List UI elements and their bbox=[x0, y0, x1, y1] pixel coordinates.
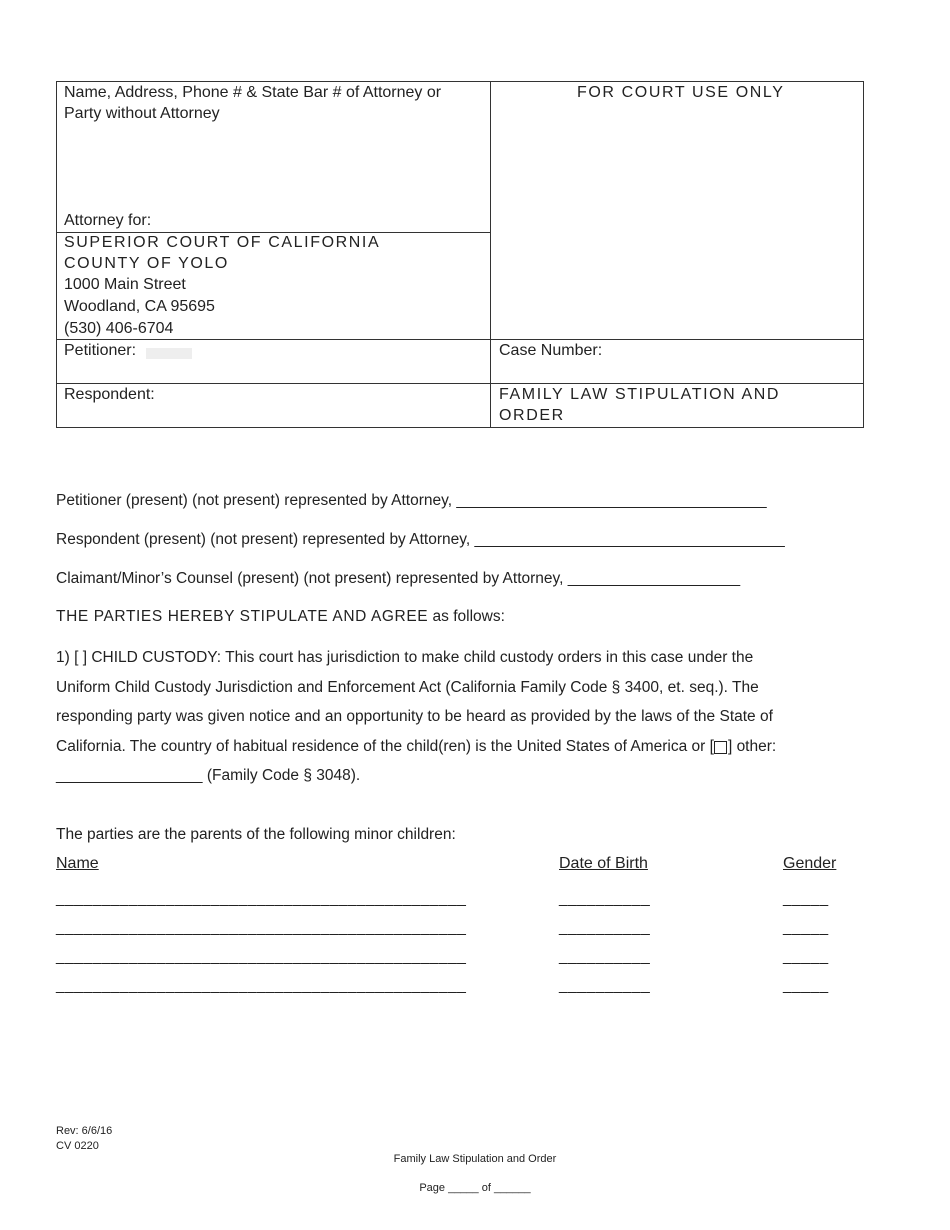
child-row-1-name[interactable]: _____________________________________________ bbox=[56, 890, 467, 907]
child-row-1-gender[interactable]: _____ bbox=[783, 890, 829, 907]
court-phone: (530) 406-6704 bbox=[64, 320, 174, 337]
caption-divider-court bbox=[56, 339, 864, 340]
child-row-2-dob[interactable]: __________ bbox=[559, 919, 651, 936]
child-custody-line5: _________________ (Family Code § 3048). bbox=[56, 767, 361, 784]
petitioner-field[interactable] bbox=[146, 348, 192, 359]
respondent-label: Respondent: bbox=[64, 386, 155, 403]
petitioner-appearance: Petitioner (present) (not present) represented by Attorney, ____________________________________ bbox=[56, 492, 767, 509]
form-title-line2: ORDER bbox=[499, 407, 565, 424]
child-row-2-gender[interactable]: _____ bbox=[783, 919, 829, 936]
other-country-checkbox[interactable] bbox=[714, 741, 727, 754]
child-row-4-gender[interactable]: _____ bbox=[783, 977, 829, 994]
column-header-name: Name bbox=[56, 855, 99, 872]
child-custody-section bbox=[56, 643, 856, 791]
attorney-label-line2: Party without Attorney bbox=[64, 105, 220, 122]
page-number: Page _____ of ______ bbox=[419, 1182, 531, 1194]
child-custody-line4-other: ] other: bbox=[727, 737, 777, 755]
petitioner-label: Petitioner: bbox=[64, 342, 137, 359]
court-city: Woodland, CA 95695 bbox=[64, 298, 215, 315]
attorney-label-line1: Name, Address, Phone # & State Bar # of Attorney or bbox=[64, 84, 442, 101]
child-custody-line1: 1) [ ] CHILD CUSTODY: This court has jurisdiction to make child custody orders in this case under the bbox=[56, 649, 754, 666]
court-street: 1000 Main Street bbox=[64, 276, 186, 293]
case-number-label: Case Number: bbox=[499, 342, 603, 359]
child-row-1-dob[interactable]: __________ bbox=[559, 890, 651, 907]
claimant-appearance: Claimant/Minor’s Counsel (present) (not present) represented by Attorney, ____________________ bbox=[56, 570, 741, 587]
child-custody-line4 bbox=[56, 732, 856, 762]
child-custody-line4-text: California. The country of habitual residence of the child(ren) is the United States of America or [ bbox=[56, 737, 714, 755]
column-header-dob: Date of Birth bbox=[559, 855, 648, 872]
child-custody-line3: responding party was given notice and an opportunity to be heard as provided by the laws of the State of bbox=[56, 708, 773, 725]
child-row-3-gender[interactable]: _____ bbox=[783, 948, 829, 965]
children-intro: The parties are the parents of the following minor children: bbox=[56, 826, 456, 843]
child-row-2-name[interactable]: _____________________________________________ bbox=[56, 919, 467, 936]
child-row-3-dob[interactable]: __________ bbox=[559, 948, 651, 965]
form-code: CV 0220 bbox=[56, 1140, 99, 1152]
stipulation-heading-caps: THE PARTIES HEREBY STIPULATE AND AGREE bbox=[56, 608, 429, 625]
court-use-only-label: FOR COURT USE ONLY bbox=[577, 84, 785, 101]
child-row-3-name[interactable]: _____________________________________________ bbox=[56, 948, 467, 965]
caption-divider-vertical bbox=[490, 81, 491, 428]
attorney-for-label: Attorney for: bbox=[64, 212, 152, 229]
court-county: COUNTY OF YOLO bbox=[64, 255, 229, 272]
respondent-appearance: Respondent (present) (not present) represented by Attorney, ____________________________________ bbox=[56, 531, 785, 548]
stipulation-heading-suffix: as follows: bbox=[428, 608, 505, 625]
child-custody-line2: Uniform Child Custody Jurisdiction and Enforcement Act (California Family Code § 3400, et. seq.). The bbox=[56, 678, 759, 696]
stipulation-heading bbox=[56, 608, 505, 626]
form-title-line1: FAMILY LAW STIPULATION AND bbox=[499, 386, 781, 403]
column-header-gender: Gender bbox=[783, 855, 837, 872]
revision-date: Rev: 6/6/16 bbox=[56, 1125, 113, 1137]
child-row-4-dob[interactable]: __________ bbox=[559, 977, 651, 994]
child-row-4-name[interactable]: _____________________________________________ bbox=[56, 977, 467, 994]
court-name: SUPERIOR COURT OF CALIFORNIA bbox=[64, 234, 381, 251]
footer-title: Family Law Stipulation and Order bbox=[393, 1153, 557, 1165]
